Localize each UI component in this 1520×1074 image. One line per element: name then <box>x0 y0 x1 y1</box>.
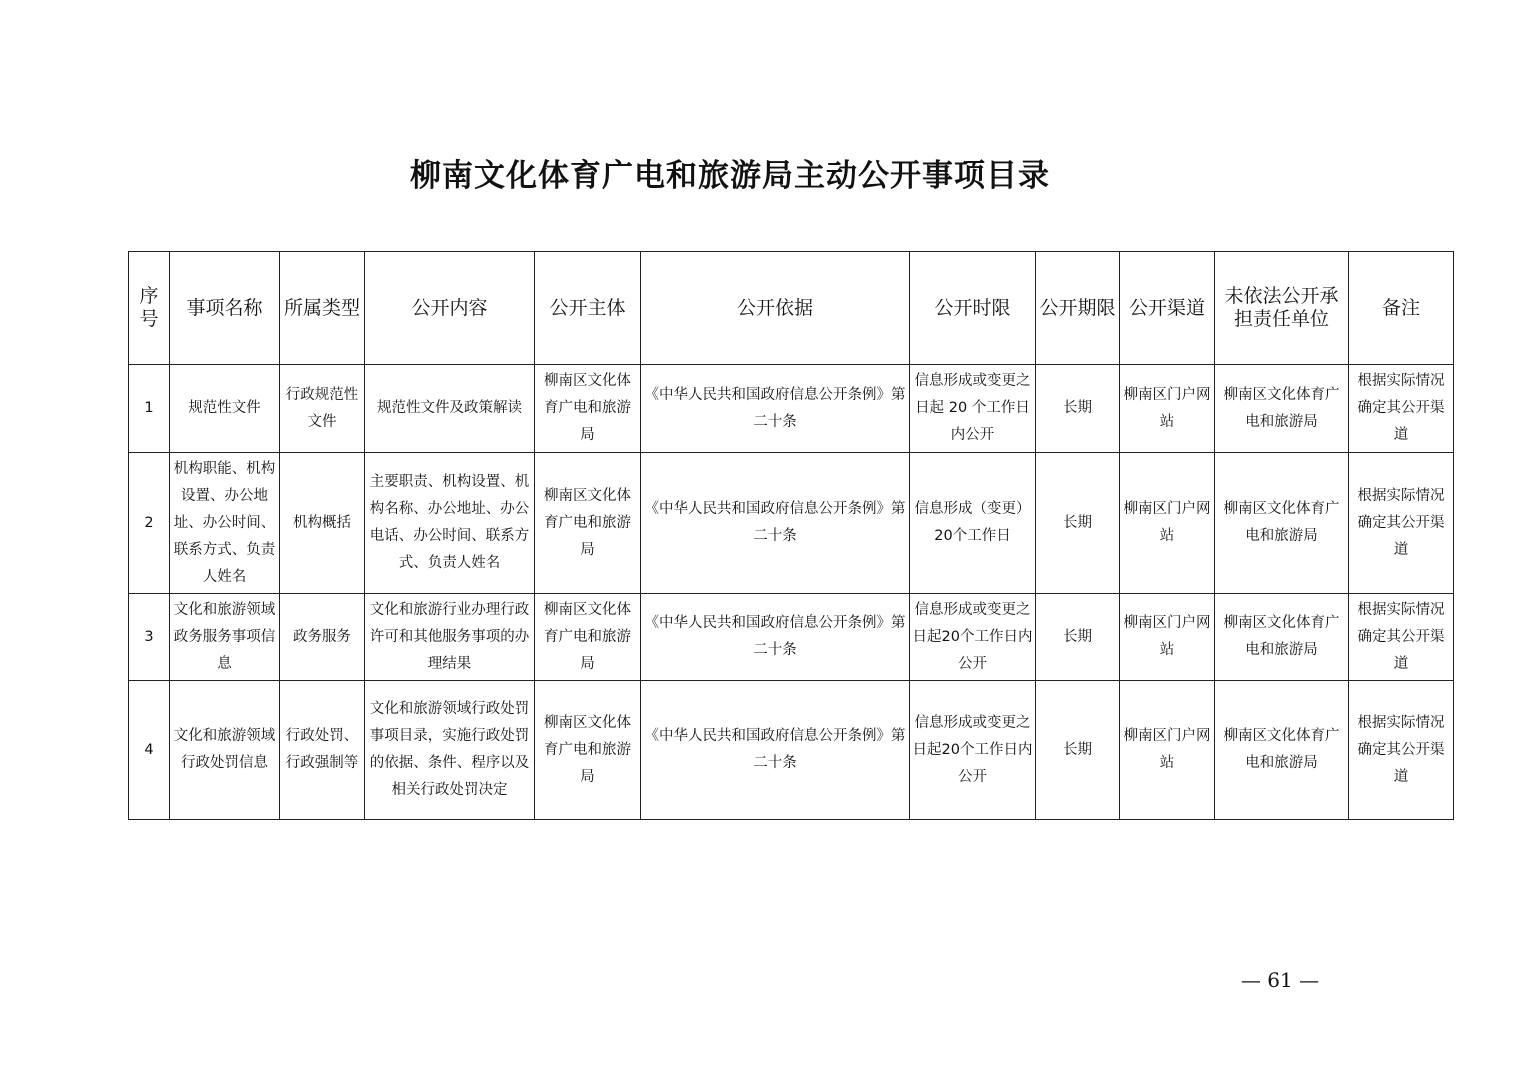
header-time-limit: 公开时限 <box>910 252 1036 365</box>
cell-basis: 《中华人民共和国政府信息公开条例》第二十条 <box>641 453 910 594</box>
cell-type: 机构概括 <box>280 453 365 594</box>
cell-period: 长期 <box>1036 594 1120 681</box>
header-remarks: 备注 <box>1349 252 1454 365</box>
page-number: — 61 — <box>1240 968 1320 992</box>
cell-publisher: 柳南区文化体育广电和旅游局 <box>535 681 641 820</box>
cell-serial: 1 <box>129 365 170 453</box>
table-row <box>129 681 1454 820</box>
cell-publisher: 柳南区文化体育广电和旅游局 <box>535 453 641 594</box>
header-responsible-unit: 未依法公开承担责任单位 <box>1215 252 1349 365</box>
cell-type: 政务服务 <box>280 594 365 681</box>
header-channel: 公开渠道 <box>1120 252 1215 365</box>
cell-remarks: 根据实际情况确定其公开渠道 <box>1349 453 1454 594</box>
cell-publisher: 柳南区文化体育广电和旅游局 <box>535 365 641 453</box>
page-title: 柳南文化体育广电和旅游局主动公开事项目录 <box>410 158 1050 194</box>
cell-item-name: 文化和旅游领域政务服务事项信息 <box>170 594 280 681</box>
cell-content: 文化和旅游领域行政处罚事项目录，实施行政处罚的依据、条件、程序以及相关行政处罚决定 <box>365 681 535 820</box>
table-row <box>129 594 1454 681</box>
header-content: 公开内容 <box>365 252 535 365</box>
cell-responsible-unit: 柳南区文化体育广电和旅游局 <box>1215 453 1349 594</box>
cell-item-name: 规范性文件 <box>170 365 280 453</box>
cell-channel: 柳南区门户网站 <box>1120 365 1215 453</box>
table-header-row <box>129 252 1454 365</box>
cell-basis: 《中华人民共和国政府信息公开条例》第二十条 <box>641 594 910 681</box>
cell-period: 长期 <box>1036 365 1120 453</box>
cell-time-limit: 信息形成或变更之日起20个工作日内公开 <box>910 594 1036 681</box>
cell-item-name: 机构职能、机构设置、办公地址、办公时间、联系方式、负责人姓名 <box>170 453 280 594</box>
cell-type: 行政规范性文件 <box>280 365 365 453</box>
header-serial: 序号 <box>129 252 170 365</box>
cell-serial: 3 <box>129 594 170 681</box>
cell-remarks: 根据实际情况确定其公开渠道 <box>1349 681 1454 820</box>
cell-type: 行政处罚、行政强制等 <box>280 681 365 820</box>
cell-publisher: 柳南区文化体育广电和旅游局 <box>535 594 641 681</box>
cell-time-limit: 信息形成或变更之日起20个工作日内公开 <box>910 681 1036 820</box>
cell-channel: 柳南区门户网站 <box>1120 681 1215 820</box>
cell-remarks: 根据实际情况确定其公开渠道 <box>1349 365 1454 453</box>
header-item-name: 事项名称 <box>170 252 280 365</box>
cell-time-limit: 信息形成（变更）20个工作日 <box>910 453 1036 594</box>
cell-remarks: 根据实际情况确定其公开渠道 <box>1349 594 1454 681</box>
table-row <box>129 453 1454 594</box>
cell-content: 文化和旅游行业办理行政许可和其他服务事项的办理结果 <box>365 594 535 681</box>
header-publisher: 公开主体 <box>535 252 641 365</box>
cell-serial: 4 <box>129 681 170 820</box>
cell-content: 主要职责、机构设置、机构名称、办公地址、办公电话、办公时间、联系方式、负责人姓名 <box>365 453 535 594</box>
cell-responsible-unit: 柳南区文化体育广电和旅游局 <box>1215 594 1349 681</box>
cell-channel: 柳南区门户网站 <box>1120 594 1215 681</box>
cell-responsible-unit: 柳南区文化体育广电和旅游局 <box>1215 365 1349 453</box>
cell-period: 长期 <box>1036 453 1120 594</box>
table-row <box>129 365 1454 453</box>
cell-basis: 《中华人民共和国政府信息公开条例》第二十条 <box>641 681 910 820</box>
cell-item-name: 文化和旅游领域行政处罚信息 <box>170 681 280 820</box>
header-type: 所属类型 <box>280 252 365 365</box>
cell-period: 长期 <box>1036 681 1120 820</box>
cell-time-limit: 信息形成或变更之日起 20 个工作日内公开 <box>910 365 1036 453</box>
cell-content: 规范性文件及政策解读 <box>365 365 535 453</box>
cell-channel: 柳南区门户网站 <box>1120 453 1215 594</box>
header-basis: 公开依据 <box>641 252 910 365</box>
disclosure-catalog-table <box>128 251 1454 820</box>
cell-responsible-unit: 柳南区文化体育广电和旅游局 <box>1215 681 1349 820</box>
cell-basis: 《中华人民共和国政府信息公开条例》第二十条 <box>641 365 910 453</box>
cell-serial: 2 <box>129 453 170 594</box>
header-period: 公开期限 <box>1036 252 1120 365</box>
